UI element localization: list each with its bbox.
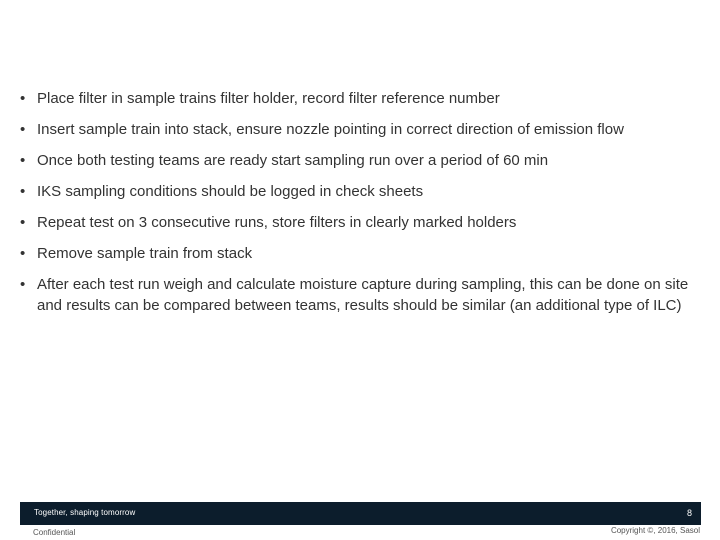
bullet-text: Place filter in sample trains filter holder, record filter reference number <box>37 90 500 107</box>
bullet-text: Once both testing teams are ready start sampling run over a period of 60 min <box>37 152 549 169</box>
bullet-text: After each test run weigh and calculate moisture capture during sampling, this can be done on site and results can be compared between teams, results should be similar (an additional type of ILC) <box>37 276 689 314</box>
bullet-item <box>20 181 700 202</box>
page-number: 8 <box>686 508 692 518</box>
bullet-text: Remove sample train from stack <box>37 245 253 262</box>
bullet-text: Repeat test on 3 consecutive runs, store filters in clearly marked holders <box>37 214 517 231</box>
bullet-item <box>20 243 700 264</box>
bullet-marker: • <box>20 276 26 293</box>
copyright-notice: Copyright ©, 2016, Sasol <box>610 526 700 535</box>
bullet-item <box>20 119 700 140</box>
bullet-text: IKS sampling conditions should be logged in check sheets <box>37 183 424 200</box>
bullet-marker: • <box>20 183 26 200</box>
bullet-item <box>20 150 700 171</box>
bullet-item <box>20 274 700 316</box>
bullet-marker: • <box>20 152 26 169</box>
bullet-marker: • <box>20 121 26 138</box>
footer-tagline: Together, shaping tomorrow <box>34 508 136 517</box>
confidential-label: Confidential <box>33 528 76 537</box>
bullet-text: Insert sample train into stack, ensure nozzle pointing in correct direction of emission flow <box>37 121 624 138</box>
bullet-marker: • <box>20 245 26 262</box>
bullet-marker: • <box>20 90 26 107</box>
bullet-item <box>20 88 700 109</box>
bullet-marker: • <box>20 214 26 231</box>
bullet-list <box>20 88 700 326</box>
bullet-item <box>20 212 700 233</box>
footer-bar <box>20 502 701 525</box>
